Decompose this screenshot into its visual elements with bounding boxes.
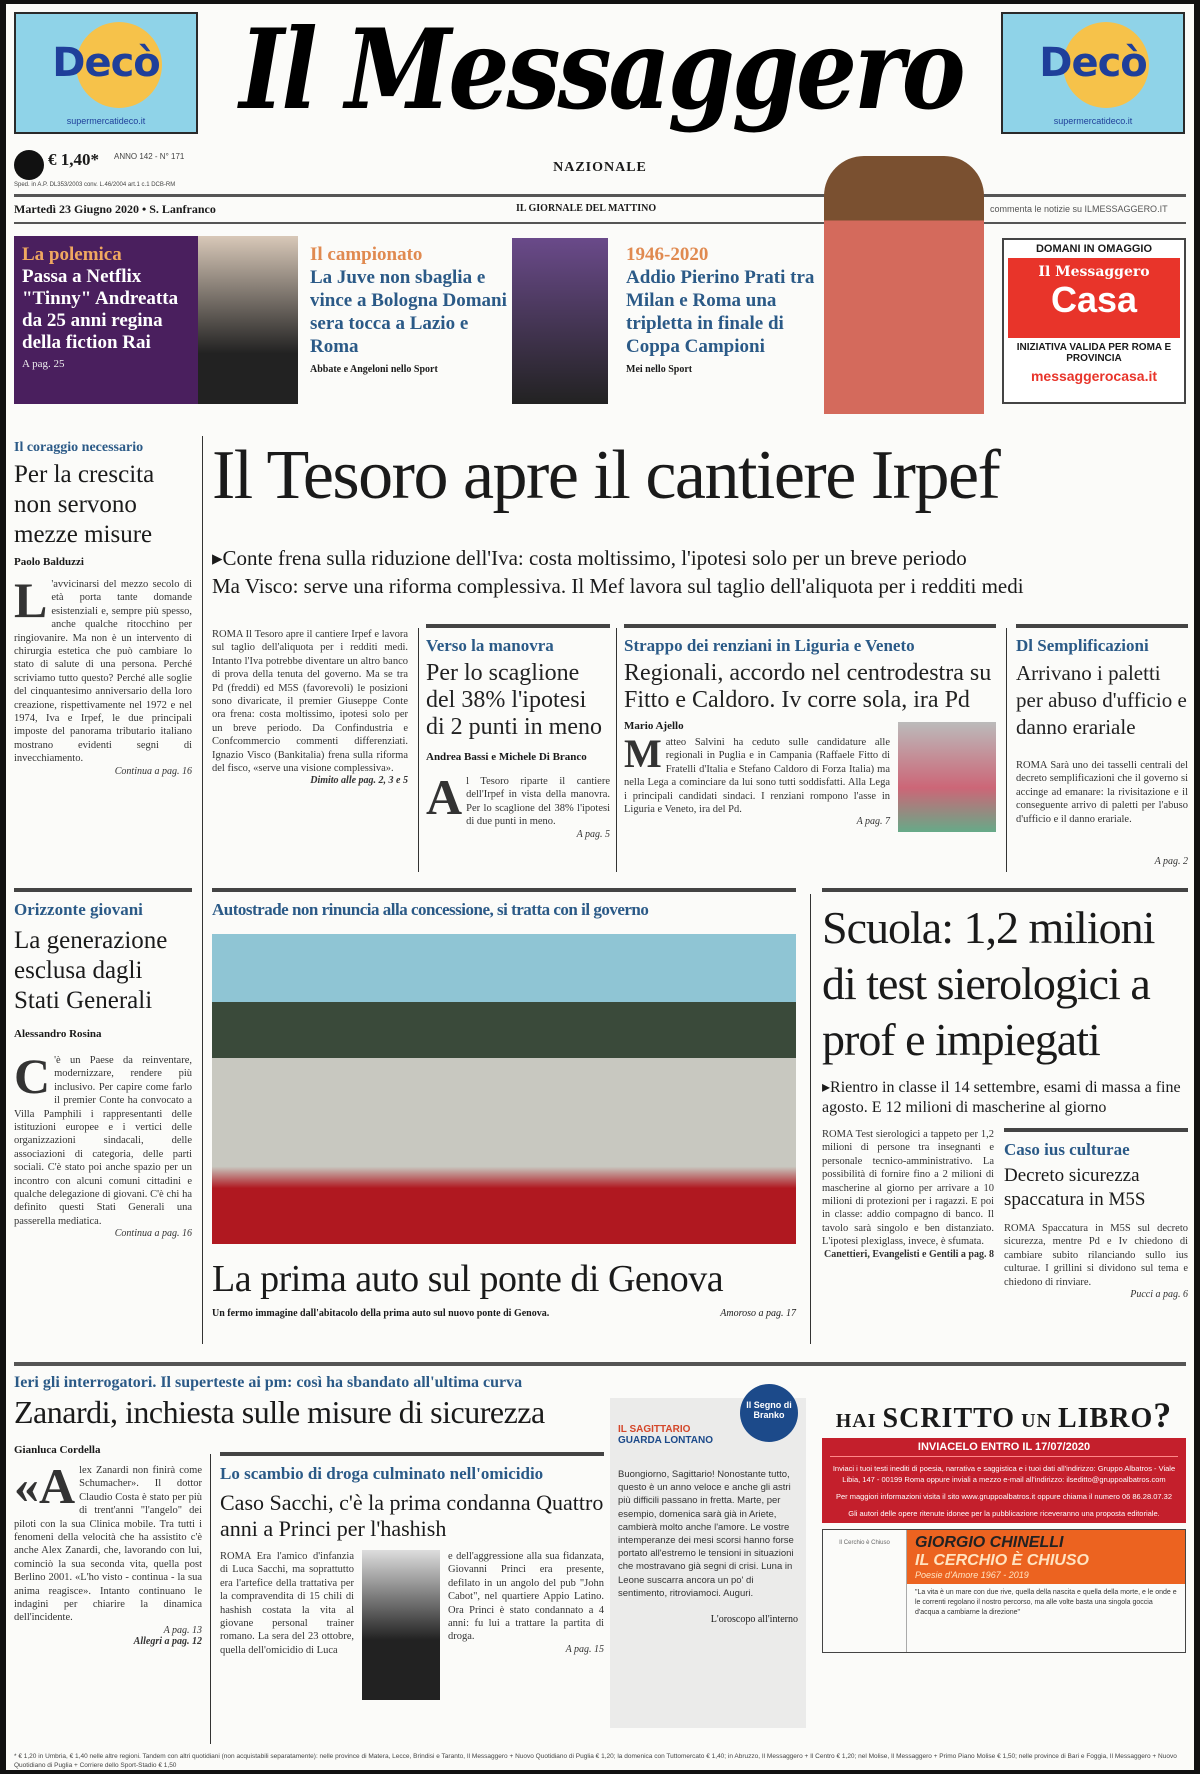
andreatta-photo bbox=[198, 236, 298, 404]
story-author: Mario Ajello bbox=[624, 720, 684, 732]
story-kicker: Lo scambio di droga culminato nell'omicidio bbox=[220, 1464, 544, 1483]
editorial-body: 'avvicinarsi del mezzo secolo di età porta tante domande esistenziali e, sempre più spesso, anche qualche ritocchino per ringiovanire. Ma non è un intervento di chirurgia estetica che può cambiare lo stato di salute di una persona. Perché scriviamo tutto questo? Perché alle soglie del cinquantesimo anniversario della loro creazione, rispettivamente nel 1972 e nel 1974, Iva e Irpef, le due principali imposte del panorama tributario italiano mostrano evidenti segni di invecchiamento. bbox=[14, 579, 192, 765]
ad-url: supermercatideco.it bbox=[1053, 116, 1133, 126]
story-body: ROMA Test sierologici a tappeto per 1,2 milioni di persone tra insegnanti e personale tecnico-amministrativo. La possibilità di fornire fino a 2 milioni di mascherine al giorno per arrivare a 10 milioni di protezioni per i ragazzi. E poi in classe: addio compagno di banco. Il tavolo sarà singolo e ben distanziato. L'ipotesi plexiglass, invece, è sfumata. bbox=[822, 1129, 994, 1248]
story-title: Arrivano i paletti per abuso d'ufficio e danno erariale bbox=[1016, 661, 1187, 739]
story-body: ROMA Spaccatura in M5S sul decreto sicurezza, mentre Pd e Iv chiedono di cambiare subito rilanciando sullo ius culturae. I grillini si dividono sul tema e chiedono di rinviare. bbox=[1004, 1223, 1188, 1288]
story-giovani[interactable] bbox=[14, 888, 192, 1239]
story-ref: A pag. 7 bbox=[856, 816, 890, 828]
deco-ad-right[interactable] bbox=[1001, 12, 1185, 134]
story-author: Gianluca Cordella bbox=[14, 1444, 101, 1456]
tagline: IL GIORNALE DEL MATTINO bbox=[516, 203, 657, 214]
story-author: Canettieri, Evangelisti e Gentili a pag. 8 bbox=[824, 1248, 994, 1260]
column-divider bbox=[1006, 628, 1007, 872]
story-kicker: Ieri gli interrogatori. Il superteste ai pm: così ha sbandato all'ultima curva bbox=[14, 1374, 523, 1391]
editorial-kicker: Il coraggio necessario bbox=[14, 440, 144, 455]
divider bbox=[14, 1362, 1186, 1366]
story-ius[interactable] bbox=[1004, 1128, 1188, 1300]
teaser-title: Passa a Netflix "Tinny" Andreatta da 25 anni regina della fiction Rai bbox=[22, 266, 179, 353]
story-ref: A pag. 13 bbox=[163, 1624, 202, 1636]
ad-title: UN bbox=[1015, 1410, 1058, 1432]
story-ref: Pucci a pag. 6 bbox=[1130, 1289, 1188, 1301]
ad-title: SCRITTO bbox=[882, 1403, 1016, 1434]
story-body: lex Zanardi non finirà come Schumacher». Il dottor Claudio Costa è stato per più di trent'anni "l'angelo" dei piloti con la sua Clinica mobile. Tra tutti i fenomeni della velocità che ha assistito c'è anche Alex Zanardi, che, lavorando con lui, cominciò la sua seconda vita, quella post Berlino 2001. «L'ho visto - continua - la sua anima reagisce». Intanto continuano le indagini per chiarire la dinamica dell'incidente. bbox=[14, 1465, 202, 1624]
column-divider bbox=[616, 628, 617, 872]
teaser-prati[interactable] bbox=[626, 244, 826, 375]
promo-note: INIZIATIVA VALIDA PER ROMA E PROVINCIA bbox=[1016, 342, 1172, 364]
story-genova[interactable] bbox=[212, 888, 796, 1319]
date-line: Martedì 23 Giugno 2020 • S. Lanfranco bbox=[14, 202, 216, 216]
zanardi-headline: Zanardi, inchiesta sulle misure di sicurezza bbox=[14, 1394, 545, 1430]
prati-photo bbox=[824, 156, 984, 414]
book-contest-ad[interactable] bbox=[816, 1394, 1192, 1730]
book-title: IL CERCHIO È CHIUSO bbox=[915, 1552, 1089, 1569]
photo-caption: Un fermo immagine dall'abitacolo della prima auto sul nuovo ponte di Genova. bbox=[212, 1308, 550, 1319]
ad-url: supermercatideco.it bbox=[66, 116, 146, 126]
teaser-ref: Mei nello Sport bbox=[626, 364, 693, 375]
story-ref-2: Allegri a pag. 12 bbox=[133, 1635, 202, 1647]
lead-ref: Dimito alle pag. 2, 3 e 5 bbox=[310, 775, 408, 787]
editorial-ref[interactable]: Continua a pag. 16 bbox=[114, 765, 192, 777]
story-body: ROMA Era l'amico d'infanzia di Luca Sacchi, ma soprattutto era l'artefice della trattativa per la compravendita di 15 chili di hashish costata la vita al giovane personal trainer romano. La sera del 23 ottobre, quella dell'omicidio di Luca bbox=[220, 1551, 354, 1656]
scuola-subhead: Rientro in classe il 14 settembre, esami di massa a fine agosto. E 12 milioni di mascherine al giorno bbox=[822, 1079, 1181, 1116]
story-title: Caso Sacchi, c'è la prima condanna Quattro anni a Princi per l'hashish bbox=[220, 1490, 604, 1541]
column-divider bbox=[210, 1454, 211, 1744]
genova-bridge-photo bbox=[212, 934, 796, 1244]
lead-subhead: Conte frena sulla riduzione dell'Iva: costa moltissimo, l'ipotesi solo per un breve periodo bbox=[222, 546, 967, 570]
story-kicker: Caso ius culturae bbox=[1004, 1140, 1130, 1159]
story-kicker: Strappo dei renziani in Liguria e Veneto bbox=[624, 636, 915, 655]
teaser-kicker: Il campionato bbox=[310, 244, 423, 265]
ad-title: HAI bbox=[835, 1410, 883, 1432]
teaser-title: La Juve non sbaglia e vince a Bologna Domani sera tocca a Lazio e Roma bbox=[310, 267, 507, 357]
story-title: Decreto sicurezza spaccatura in M5S bbox=[1004, 1165, 1146, 1210]
story-title: Per lo scaglione del 38% l'ipotesi di 2 punti in meno bbox=[426, 660, 602, 740]
lead-subhead-2: Ma Visco: serve una riforma complessiva. Il Mef lavora sul taglio dell'aliquota per i redditi medi bbox=[212, 574, 1024, 598]
juve-player-photo bbox=[512, 238, 608, 404]
masthead-title: Il Messaggero bbox=[239, 4, 963, 135]
deco-ad-left[interactable] bbox=[14, 12, 198, 134]
bullet-triangle-icon: ▸ bbox=[822, 1079, 831, 1096]
column-divider bbox=[418, 628, 419, 872]
ad-brand: Decò bbox=[52, 40, 160, 86]
drop-cap: L bbox=[14, 572, 48, 628]
story-zanardi[interactable] bbox=[14, 1374, 604, 1432]
website-link[interactable]: commenta le notizie su ILMESSAGGERO.IT bbox=[990, 204, 1168, 214]
story-body: 'è un Paese da reinventare, modernizzare, rendere più inclusivo. Per capire come farlo il premier Conte ha convocato a Villa Pamphili i rappresentanti delle istituzioni europee e i vertici delle organizzazioni sindacali, delle associazioni di categoria, delle parti sociali. C'è stato poi anche spazio per un incontro con alcuni comuni cittadini e qualche delegazione di giovani. C'è chi ha definito questi Stati Generali una passerella mediatica. bbox=[14, 1055, 192, 1227]
ad-text: Per maggiori informazioni visita il sito www.gruppoalbatros.it oppure chiama il numero 06 86.28.07.32 bbox=[835, 1492, 1172, 1501]
lead-body: ROMA Il Tesoro apre il cantiere Irpef e lavora sul taglio dell'aliquota per i redditi medi. Intanto l'Iva potrebbe diventare un altro banco di prova della tenuta del governo. Ma se tra Pd (freddi) ed M5S (favorevoli) le posizioni sono divaricate, il premier Giuseppe Conte ora frena: costa moltissimo, ipotesi solo per un breve periodo. Da Confindustria e Confcommercio commenti differenziati. Ignazio Visco (Bankitalia) frena sulla riforma del fisco, «serve una visione complessiva». bbox=[212, 629, 408, 775]
branko-badge: Il Segno di Branko bbox=[740, 1384, 798, 1442]
story-ref: Amoroso a pag. 17 bbox=[720, 1308, 796, 1319]
zanardi-article[interactable] bbox=[14, 1444, 202, 1647]
bullet-triangle-icon: ▸ bbox=[212, 546, 223, 570]
teaser-title: Addio Pierino Prati tra Milan e Roma una tripletta in finale di Coppa Campioni bbox=[626, 267, 815, 357]
story-ref: Continua a pag. 16 bbox=[114, 1228, 192, 1240]
scuola-headline: Scuola: 1,2 milioni di test sierologici a prof e impiegati bbox=[822, 902, 1155, 1065]
story-body-2: e dell'aggressione alla sua fidanzata, Giovanni Princi era presente, defilato in un angolo del pub "John Cabot", nel quartiere Appio Latino. Ora Princi è stato condannato a 4 anni: fu lui a trattare la partita di droga. bbox=[448, 1551, 604, 1643]
promo-top: DOMANI IN OMAGGIO bbox=[1035, 243, 1153, 255]
ad-deadline: INVIACELO ENTRO IL 17/07/2020 bbox=[830, 1442, 1178, 1457]
story-manovra[interactable] bbox=[426, 624, 610, 840]
price: € 1,40* bbox=[48, 150, 99, 169]
story-ref: A pag. 15 bbox=[565, 1643, 604, 1655]
lead-article[interactable] bbox=[212, 628, 408, 786]
story-author: Alessandro Rosina bbox=[14, 1028, 102, 1040]
ad-brand: Decò bbox=[1039, 40, 1147, 86]
story-title: La generazione esclusa dagli Stati Generali bbox=[14, 927, 168, 1014]
story-kicker: Orizzonte giovani bbox=[14, 900, 143, 919]
teaser-ref: A pag. 25 bbox=[22, 358, 65, 370]
ad-text: Gli autori delle opere ritenute idonee per la pubblicazione riceveranno una proposta editoriale. bbox=[848, 1509, 1160, 1518]
ad-title: LIBRO bbox=[1057, 1403, 1154, 1434]
story-body: ROMA Sarà uno dei tasselli centrali del decreto semplificazioni che il governo si accinge ad emanare: la rivisitazione e il conseguente arrivo di paletti per l'abuso d'ufficio e il danno erariale. bbox=[1016, 760, 1188, 825]
casa-promo[interactable] bbox=[1002, 238, 1186, 404]
editorial-author: Paolo Balduzzi bbox=[14, 556, 84, 568]
book-author: GIORGIO CHINELLI bbox=[915, 1534, 1064, 1551]
horoscope-sign: IL SAGITTARIO bbox=[618, 1424, 691, 1435]
book-cover: Il Cerchio è Chiuso bbox=[823, 1530, 907, 1652]
story-kicker: Verso la manovra bbox=[426, 636, 554, 655]
edition-label: NAZIONALE bbox=[553, 160, 647, 175]
story-body: atteo Salvini ha ceduto sulle candidature alle regionali in Puglia e in Campania (Raffaele Fitto di Fratelli d'Italia e Stefano Caldoro di Forza Italia) ma nella Lega a cominciare da lui sono tutti soddisfatti. Alla Lega i principali candidati sindaci. I renziani rompono l'asse in Liguria e Veneto, ira del Pd. bbox=[624, 737, 890, 816]
story-kicker: Dl Semplificazioni bbox=[1016, 636, 1149, 655]
teaser-netflix[interactable] bbox=[14, 236, 198, 404]
drop-cap: «A bbox=[14, 1458, 76, 1514]
divider bbox=[14, 222, 1186, 224]
story-regionali[interactable] bbox=[624, 624, 996, 832]
horoscope-subtitle: GUARDA LONTANO bbox=[618, 1435, 713, 1446]
ad-title: ? bbox=[1153, 1395, 1173, 1435]
teaser-kicker: 1946-2020 bbox=[626, 244, 709, 265]
salvini-photo bbox=[898, 722, 996, 832]
promo-word: Casa bbox=[1050, 279, 1138, 320]
horoscope-box[interactable] bbox=[610, 1398, 806, 1728]
story-scuola[interactable] bbox=[822, 888, 1188, 1300]
postal-info: Sped. in A.P. DL353/2003 conv. L.46/2004 art.1 c.1 DCB-RM bbox=[14, 182, 176, 188]
teaser-juve[interactable] bbox=[310, 244, 510, 375]
column-divider bbox=[202, 436, 203, 1344]
drop-cap: A bbox=[426, 769, 463, 825]
story-sacchi[interactable] bbox=[220, 1452, 604, 1700]
editorial-title: Per la crescita non servono mezze misure bbox=[14, 461, 155, 548]
story-ref: A pag. 5 bbox=[576, 828, 610, 840]
book-quote: "La vita è un mare con due rive, quella della nascita e quella della morte, e le onde e le correnti regolano il nostro percorso, ma alle volte basta una singola goccia d'acqua a cambiarne la direzione" bbox=[915, 1589, 1177, 1616]
horoscope-ref: L'oroscopo all'interno bbox=[710, 1614, 798, 1626]
issue-number: ANNO 142 - N° 171 bbox=[114, 152, 185, 161]
promo-brand: Il Messaggero bbox=[1038, 264, 1150, 280]
story-kicker: Autostrade non rinuncia alla concessione, si tratta con il governo bbox=[212, 900, 649, 919]
ad-text: Inviaci i tuoi testi inediti di poesia, narrativa e saggistica e i tuoi dati all'indirizzo: Gruppo Albatros - Viale Libia, 147 - 00199 Roma oppure inviali a mezzo e-mail all'indirizzo: ilseditto@gruppoalbatros.com bbox=[832, 1464, 1176, 1484]
lead-headline[interactable]: Il Tesoro apre il cantiere Irpef bbox=[212, 437, 1000, 514]
princi-photo bbox=[362, 1550, 440, 1700]
story-ref: A pag. 2 bbox=[1154, 856, 1188, 868]
promo-url[interactable]: messaggerocasa.it bbox=[1030, 368, 1158, 384]
teaser-kicker: La polemica bbox=[22, 244, 122, 265]
story-author: Andrea Bassi e Michele Di Branco bbox=[426, 751, 587, 763]
drop-cap: M bbox=[624, 731, 662, 776]
drop-cap: C bbox=[14, 1048, 51, 1104]
footer-fine-print: * € 1,20 in Umbria, € 1,40 nelle altre regioni. Tandem con altri quotidiani (non acquistabili separatamente): nelle province di Matera, Lecce, Brindisi e Taranto, Il Messaggero + Nuovo Quotidiano di Puglia € 1,20; la domenica con Tuttomercato € 1,40; in Abruzzo, Il Messaggero + Il Centro € 1,20; nel Molise, Il Messaggero + Primo Piano Molise € 1,50; nelle province di Bari e Foggia, Il Messaggero + Nuovo Quotidiano di Puglia + Corriere dello Sport-Stadio € 1,50 bbox=[14, 1753, 1177, 1769]
story-title: Regionali, accordo nel centrodestra su Fitto e Caldoro. Iv corre sola, ira Pd bbox=[624, 660, 992, 713]
horoscope-body: Buongiorno, Sagittario! Nonostante tutto, questo è un anno veloce e anche gli astri più difficili passano in fretta. Marte, per esempio, domenica sarà già in Ariete, cambierà molto anche l'amore. Le vostre intemperanze dei mesi scorsi hanno forse portato all'estremo le tensioni in situazioni che mostravano già segni di crisi. Luna in Leone suscarra ancora un po' di sentimento, ritroviamoci. Auguri. bbox=[618, 1469, 794, 1599]
teaser-ref: Abbate e Angeloni nello Sport bbox=[310, 364, 438, 375]
newspaper-front-page bbox=[6, 4, 1194, 1770]
column-divider bbox=[810, 894, 811, 1344]
divider bbox=[14, 194, 1186, 197]
story-body: l Tesoro riparte il cantiere dell'Irpef in vista della manovra. Per lo scaglione del 38% l'ipotesi di due punti in meno. bbox=[466, 776, 610, 828]
genova-headline: La prima auto sul ponte di Genova bbox=[212, 1258, 724, 1300]
editorial[interactable] bbox=[14, 440, 192, 777]
story-semplificazioni[interactable] bbox=[1016, 624, 1188, 867]
book-subtitle: Poesie d'Amore 1967 - 2019 bbox=[915, 1570, 1029, 1580]
